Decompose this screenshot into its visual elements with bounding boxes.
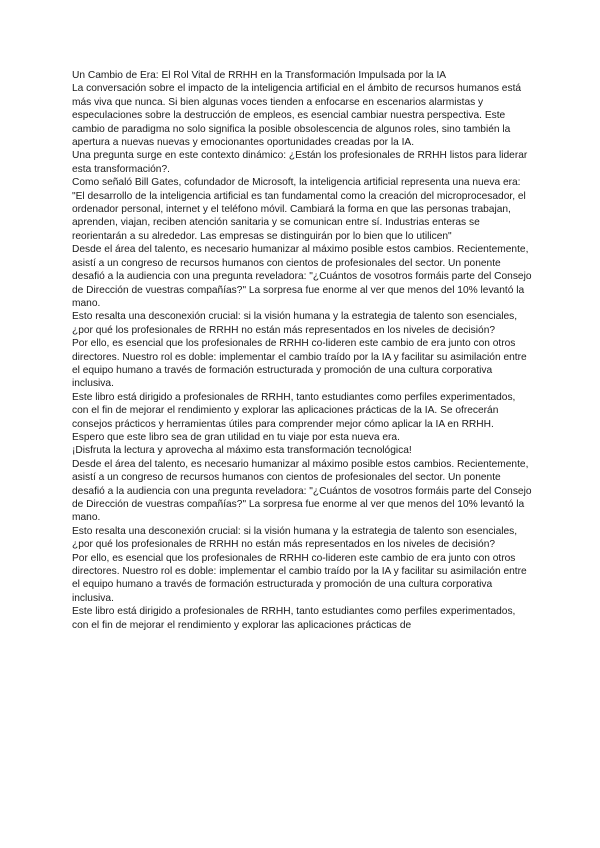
paragraph-intro: La conversación sobre el impacto de la inteligencia artificial en el ámbito de recursos humanos está más viva que nunca. Si bien algunas voces tienden a enfocarse en escenarios alarmistas y especulaciones sobre la destrucción de empleos, es esencial cambiar nuestra perspectiva. Este cambio de paradigma no solo significa la posible obsolescencia de algunos roles, sino también la apertura a nuevas nuevas y emocionantes oportunidades creadas por la IA. xyxy=(72,83,522,149)
paragraph-talent-repeat: Desde el área del talento, es necesario humanizar al máximo posible estos cambios. Recientemente, asistí a un congreso de recursos humanos con cientos de profesionales del sector. Un ponente desafió a la audiencia con una pregunta reveladora: "¿Cuántos de vosotros formáis parte del Consejo de Dirección de vuestras compañías?" La sorpresa fue enorme al ver que menos del 10% levantó la mano. xyxy=(72,458,532,524)
paragraph-disconnect-repeat: Esto resalta una desconexión crucial: si la visión humana y la estrategia de talento son esenciales, ¿por qué los profesionales de RRHH no están más representados en los niveles de decisión? xyxy=(72,525,518,551)
paragraph-co-lead-repeat: Por ello, es esencial que los profesionales de RRHH co-lideren este cambio de era junto con otros directores. Nuestro rol es doble: implementar el cambio traído por la IA y facilitar su asimilación entre el equipo humano a través de formación estructurada y promoción de una cultura corporativa inclusiva. xyxy=(72,552,527,604)
paragraph-co-lead: Por ello, es esencial que los profesionales de RRHH co-lideren este cambio de era junto con otros directores. Nuestro rol es doble: implementar el cambio traído por la IA y facilitar su asimilación entre el equipo humano a través de formación estructurada y promoción de una cultura corporativa inclusiva. xyxy=(72,338,527,390)
paragraph-question: Una pregunta surge en este contexto dinámico: ¿Están los profesionales de RRHH listos para liderar esta transformación?. xyxy=(72,150,528,175)
document-title: Un Cambio de Era: El Rol Vital de RRHH en la Transformación Impulsada por la IA xyxy=(72,70,447,81)
paragraph-disconnect: Esto resalta una desconexión crucial: si la visión humana y la estrategia de talento son esenciales, ¿por qué los profesionales de RRHH no están más representados en los niveles de decisión? xyxy=(72,311,518,336)
document-page xyxy=(72,69,534,632)
paragraph-book-audience: Este libro está dirigido a profesionales de RRHH, tanto estudiantes como perfiles experimentados, con el fin de mejorar el rendimiento y explorar las aplicaciones prácticas de la IA. Se ofrecerán consejos prácticos y herramientas útiles para comprender mejor cómo aplicar la IA en RRHH. xyxy=(72,391,516,430)
paragraph-talent: Desde el área del talento, es necesario humanizar al máximo posible estos cambios. Recientemente, asistí a un congreso de recursos humanos con cientos de profesionales del sector. Un ponente desafió a la audiencia con una pregunta reveladora: "¿Cuántos de vosotros formáis parte del Consejo de Dirección de vuestras compañías?" La sorpresa fue enorme al ver que menos del 10% levantó la mano. xyxy=(72,244,532,309)
paragraph-bill-gates-quote: Como señaló Bill Gates, cofundador de Microsoft, la inteligencia artificial representa una nueva era: "El desarrollo de la inteligencia artificial es tan fundamental como la creación del microprocesador, el ordenador personal, internet y el teléfono móvil. Cambiará la forma en que las personas trabajan, aprenden, viajan, reciben atención sanitaria y se comunican entre sí. Industrias enteras se reorientarán a su alrededor. Las empresas se distinguirán por lo bien que lo utilicen" xyxy=(72,177,526,242)
paragraph-enjoy: ¡Disfruta la lectura y aprovecha al máximo esta transformación tecnológica! xyxy=(72,445,412,457)
paragraph-hope: Espero que este libro sea de gran utilidad en tu viaje por esta nueva era. xyxy=(72,431,400,443)
paragraph-book-audience-repeat: Este libro está dirigido a profesionales de RRHH, tanto estudiantes como perfiles experimentados, con el fin de mejorar el rendimiento y explorar las aplicaciones prácticas de xyxy=(72,606,516,631)
